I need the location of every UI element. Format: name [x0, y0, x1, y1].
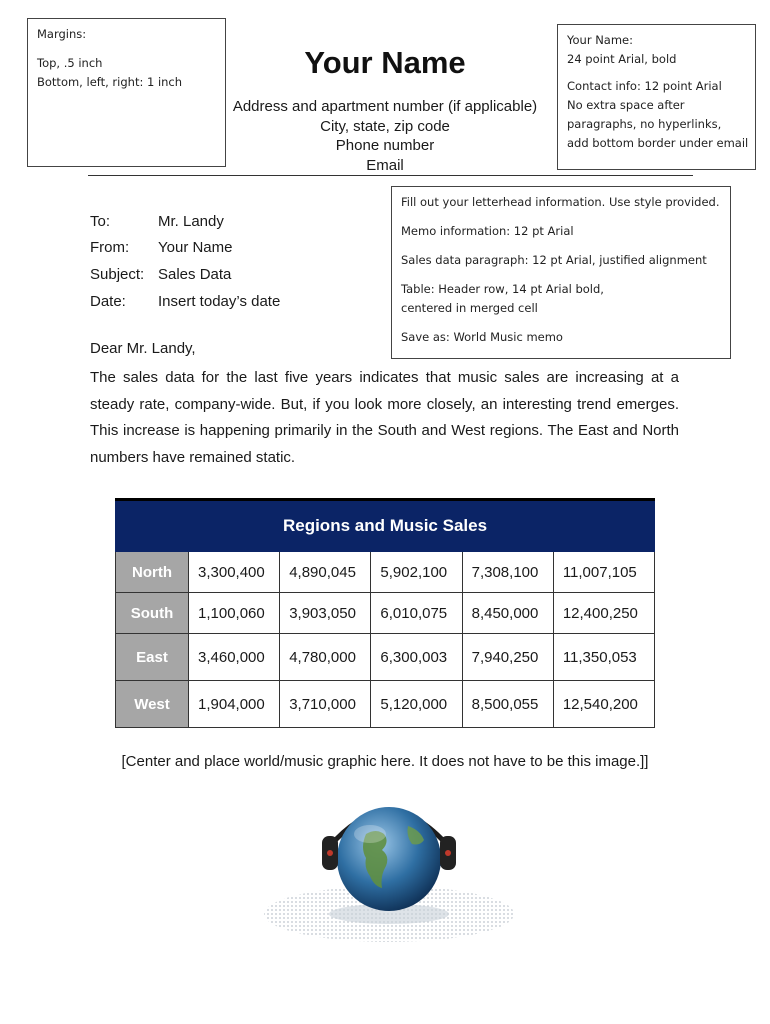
margins-note: [27, 18, 226, 167]
table-cell: 6,300,003: [371, 634, 462, 681]
table-cell: 3,903,050: [280, 593, 371, 634]
sales-paragraph: The sales data for the last five years indicates that music sales are increasing at a steady rate, company-wide. But, if you look more closely, an interesting trend emerges. This increase is happening primarily in the South and West regions. The East and North numbers have remained static.: [90, 369, 679, 466]
memo-from-value: Your Name: [158, 239, 233, 256]
table-cell: 3,710,000: [280, 681, 371, 728]
table-cell: 6,010,075: [371, 593, 462, 634]
note-line: Memo information: 12 pt Arial: [401, 224, 574, 238]
table-title: Regions and Music Sales: [116, 500, 655, 552]
table-cell: 11,350,053: [553, 634, 654, 681]
memo-date-value: Insert today’s date: [158, 293, 281, 310]
instructions-note: [391, 186, 731, 359]
memo-to-value: Mr. Landy: [158, 213, 224, 230]
letterhead-bottom-border: [88, 175, 693, 176]
memo-subject-label: Subject:: [90, 266, 145, 283]
table-row: [116, 593, 655, 634]
phone-line: Phone number: [335, 137, 435, 154]
table-cell: 5,120,000: [371, 681, 462, 728]
contact-block: [212, 97, 558, 175]
memo-to-label: To:: [90, 213, 111, 230]
region-cell: North: [116, 552, 189, 593]
table-cell: 4,890,045: [280, 552, 371, 593]
note-line: Fill out your letterhead information. Use style provided.: [401, 195, 720, 209]
note-line: 24 point Arial, bold: [567, 52, 677, 66]
table-row: [116, 681, 655, 728]
note-line: add bottom border under email: [567, 136, 749, 150]
table-row: [116, 552, 655, 593]
table-row: [116, 634, 655, 681]
table-cell: 1,904,000: [189, 681, 280, 728]
note-line: paragraphs, no hyperlinks,: [567, 117, 722, 131]
table-cell: 3,300,400: [189, 552, 280, 593]
table-cell: 1,100,060: [189, 593, 280, 634]
salutation: Dear Mr. Landy,: [90, 340, 196, 357]
region-cell: East: [116, 634, 189, 681]
table-cell: 12,540,200: [553, 681, 654, 728]
table-cell: 11,007,105: [553, 552, 654, 593]
table-cell: 8,500,055: [462, 681, 553, 728]
table-cell: 12,400,250: [553, 593, 654, 634]
note-line: Sales data paragraph: 12 pt Arial, justified alignment: [401, 253, 707, 267]
city-line: City, state, zip code: [320, 117, 450, 135]
table-cell: 7,308,100: [462, 552, 553, 593]
sales-table: [115, 498, 655, 728]
note-line: Margins:: [37, 27, 87, 41]
globe-with-headphones-icon: [258, 796, 520, 944]
note-line: Top, .5 inch: [37, 56, 103, 70]
note-line: Contact info: 12 point Arial: [567, 79, 722, 93]
letterhead-name: Your Name: [304, 45, 466, 80]
memo-from-label: From:: [90, 239, 130, 256]
table-cell: 3,460,000: [189, 634, 280, 681]
table-cell: 8,450,000: [462, 593, 553, 634]
note-line: Save as: World Music memo: [401, 330, 563, 344]
table-cell: 4,780,000: [280, 634, 371, 681]
table-cell: 7,940,250: [462, 634, 553, 681]
note-line: centered in merged cell: [401, 301, 538, 315]
note-line: No extra space after: [567, 98, 685, 112]
graphic-placement-note: [Center and place world/music graphic here. It does not have to be this image.]]: [121, 753, 649, 770]
memo-subject-value: Sales Data: [158, 266, 232, 283]
note-line: Bottom, left, right: 1 inch: [37, 75, 183, 89]
address-line: Address and apartment number (if applicable): [232, 98, 538, 115]
name-style-note: [557, 24, 756, 170]
table-header-row: [116, 500, 655, 552]
note-line: Your Name:: [567, 33, 634, 47]
note-line: Table: Header row, 14 pt Arial bold,: [401, 282, 604, 296]
memo-date-label: Date:: [90, 293, 126, 310]
region-cell: West: [116, 681, 189, 728]
table-cell: 5,902,100: [371, 552, 462, 593]
region-cell: South: [116, 593, 189, 634]
email-line: Email: [366, 156, 404, 174]
